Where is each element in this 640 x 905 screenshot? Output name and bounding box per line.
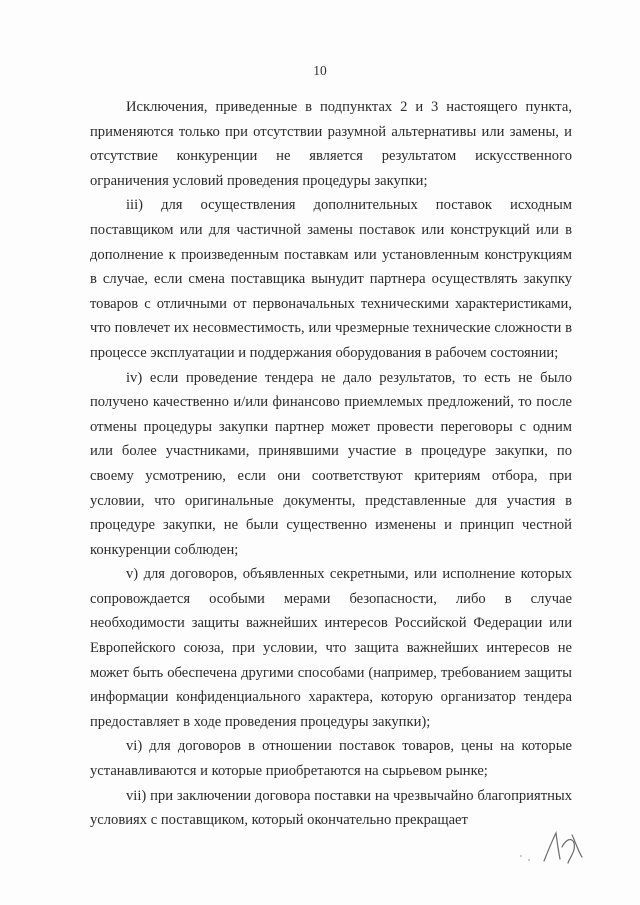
paragraph-item-iii: iii) для осуществления дополнительных поставок исходным поставщиком или для частичной замены поставок или конструкций или в дополнение к произведенным поставкам или установленным конструкциям в случае, если смена поставщика вынудит партнера осуществлять закупку товаров с отличными от первоначальных техническими характеристиками, что повлечет их несовместимость, или чрезмерные технические сложности в процессе эксплуатации и поддержания оборудования в рабочем состоянии; <box>90 197 572 361</box>
scan-speck <box>528 859 530 861</box>
paragraph-item-vi: vi) для договоров в отношении поставок товаров, цены на которые устанавливаются и которые приобретаются на сырьевом рынке; <box>90 738 572 780</box>
handwritten-initials <box>538 827 588 867</box>
scan-speck <box>520 855 522 857</box>
paragraph-item-vii: vii) при заключении договора поставки на чрезвычайно благоприятных условиях с поставщиком, который окончательно прекращает <box>90 787 572 829</box>
paragraph-item-v: v) для договоров, объявленных секретными, или исполнение которых сопровождается особыми мерами безопасности, либо в случае необходимости защиты важнейших интересов Российской Федерации или Европейского союза, при условии, что защита важнейших интересов не может быть обеспечена другими способами (например, требованием защиты информации конфиденциального характера, которую организатор тендера предоставляет в ходе проведения процедуры закупки); <box>90 566 572 730</box>
paragraph-exceptions: Исключения, приведенные в подпунктах 2 и 3 настоящего пункта, применяются только при отсутствии разумной альтернативы или замены, и отсутствие конкуренции не является результатом искусственного ограничения условий проведения процедуры закупки; <box>90 99 572 189</box>
document-body <box>90 95 572 833</box>
page-number: 10 <box>313 63 327 78</box>
paragraph-item-iv: iv) если проведение тендера не дало результатов, то есть не было получено качественно и/или финансово приемлемых предложений, то после отмены процедуры закупки партнер может провести переговоры с одним или более участниками, принявшими участие в процедуре закупки, по своему усмотрению, если они соответствуют критериям отбора, при условии, что оригинальные документы, представленные для участия в процедуре закупки, не были существенно изменены и принцип честной конкуренции соблюден; <box>90 369 572 558</box>
